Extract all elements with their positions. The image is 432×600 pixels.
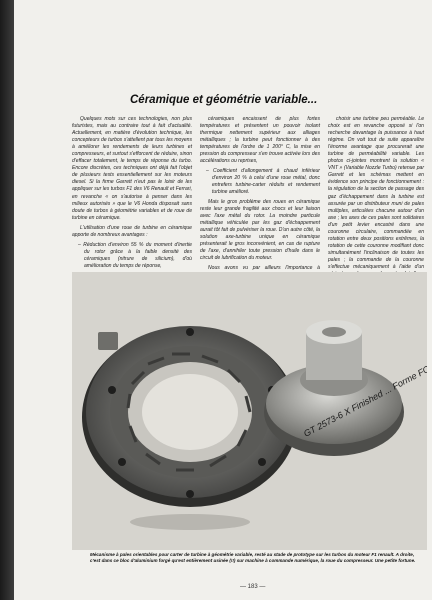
page-gutter-shadow	[0, 0, 14, 600]
photo-caption: Mécanisme à pales orientables pour carter de turbine à géométrie variable, resté au stade de prototype sur les turbos du moteur F1 renault. A droite, c'est dans ce bloc d'aluminium forgé qu'est entièrement usinée (!!) sur machine à commande numérique, la roue du compresseur. Une petite fortune.	[90, 552, 416, 563]
text-column-2	[200, 116, 320, 289]
shadow	[130, 514, 250, 530]
handwriting-text: GT 2573-6 X Finished ... Forme	[301, 370, 419, 439]
turbo-photo-illustration	[72, 272, 427, 550]
paragraph: céramiques encaissent de plus fortes températures et présentent un pouvoir isolant thermique nettement supérieur aux alliages métalliques ; la turbine peut fonctionner à des températures de l'ordre de 1 200° C, la mise en pression du compresseur s'en trouve activée lors des accélérations ou reprises,	[200, 116, 320, 165]
paragraph: Mais le gros problème des roues en céramique reste leur grande fragilité aux chocs et leur liaison avec l'axe métal du rotor. La moindre particule métallique véhiculée par les gaz d'échappement aurait tôt fait de pulvériser la roue. D'un autre côté, la solution axe-turbine unique en céramique présenterait le gros inconvénient, en cas de rupture de l'axe, d'annihiler toute pression d'huile dans le circuit de lubrification du moteur.	[200, 198, 320, 261]
paragraph: L'utilisation d'une roue de turbine en céramique apporte de nombreux avantages :	[72, 224, 192, 238]
bullet-item: – Coefficient d'allongement à chaud inférieur d'environ 20 % à celui d'une roue métal, donc entrefers turbine-carter réduits et rendement turbine amélioré.	[206, 168, 320, 196]
article-title: Céramique et géométrie variable...	[130, 94, 318, 106]
paragraph: Quelques mots sur ces technologies, non plus futuristes, mais au contraire tout à fait d'actualité. Actuellement, en matière d'évolution technique, les concepteurs de turbos s'attellent par tous les moyens à améliorer les rendements de leurs turbines et compresseurs, et surtout s'efforcent de réduire, sinon d'effacer totalement, le temps de réponse du turbo. Encore discrètes, ces techniques ont déjà fait l'objet de plusieurs tests essentiellement sur les moteurs diesel. Si la firme Garrett n'eut pas le loisir de les appliquer sur les turbos F1 des V6 Renault et Ferrari, en revanche « on s'autorise à penser dans les milieux autorisés » que le V6 Honda disposait sans doute de turbos à géométrie variables et de roue de turbine en céramique.	[72, 116, 192, 221]
paragraph: choisir une turbine peu perméable. Le choix est en revanche opposé si l'on recherche davantage la puissance à haut régime. On voit tout de suite apparaître l'énorme avantage que procurerait une turbine de perméabilité variable. Les photos ci-jointes montrent la solution « VNT » (Variable Nozzle Turbo) retenue par Garrett et les schémas mettent en évidence son principe de fonctionnement : la régulation de la section de passage des gaz d'échappement dans la turbine est assurée par un distributeur muni de pales multiples, articulées chacune autour d'un axe ; les axes de ces pales sont solidaires d'un petit levier encastré dans une couronne circulaire, commandée en rotation entre deux positions extrêmes, la rotation de cette couronne modifiant donc simultanément l'inclinaison de toutes les pales ; la commande de la couronne s'effectue mécaniquement à l'aide d'un	[328, 116, 424, 270]
text-column-1	[72, 116, 192, 281]
bullet-item: – Réduction d'environ 55 % du moment d'inertie du rotor grâce à la faible densité des céramiques (nitrure de silicium), d'où amélioration du temps de réponse,	[78, 241, 192, 269]
paragraph: Nous avons vu par ailleurs l'importance à	[208, 264, 320, 271]
page-number: — 183 —	[240, 584, 266, 590]
turbo-photo	[72, 272, 427, 550]
